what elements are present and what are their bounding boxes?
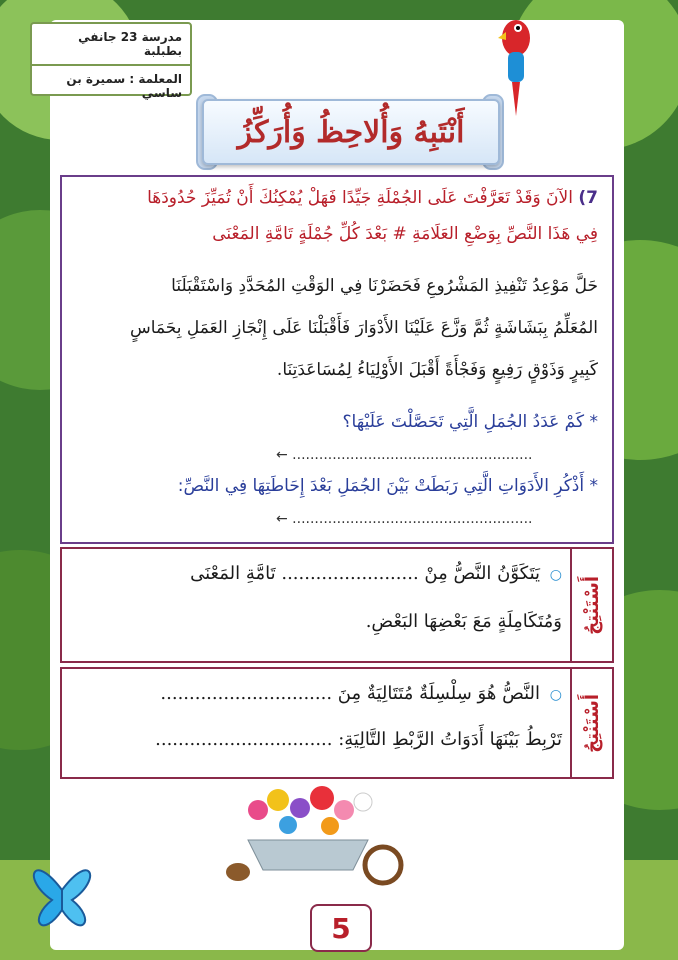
school-info-box bbox=[30, 22, 192, 100]
answer-line-1[interactable]: ← ...................................................... bbox=[276, 447, 533, 463]
question-2: * أَذْكُرِ الأَدَوَاتِ الَّتِي رَبَطَتْ بَيْنَ الجُمَلِ بَعْدَ إِحَاطَتِهَا فِي النَّصِّ: bbox=[177, 476, 598, 496]
conclusion-1-line-2: وَمُتَكَامِلَةٍ مَعَ بَعْضِهَا البَعْضِ. bbox=[365, 611, 562, 632]
conclusion-tab-label-1: أَسْتَنْتِجُ bbox=[581, 575, 603, 635]
flower-wheelbarrow-icon bbox=[218, 780, 418, 890]
passage-line-1: حَلَّ مَوْعِدُ تَنْفِيذِ المَشْرُوعِ فَحَضَرْنَا فِي الوَقْتِ المُحَدَّدِ وَاسْتَقْبَلَنَا bbox=[171, 276, 598, 296]
passage-line-3: كَبِيرٍ وَذَوْقٍ رَفِيعٍ وَفَجْأَةً أَقْبَلَ الأَوْلِيَاءُ لِمُسَاعَدَتِنَا. bbox=[276, 360, 598, 380]
exercise-box bbox=[60, 175, 614, 544]
conclusion-1-text-1: يَتَكَوَّنُ النَّصُّ مِنْ ........................ تَامَّةِ المَعْنَى bbox=[190, 563, 541, 584]
conclusion-tab-1 bbox=[570, 549, 612, 661]
school-name: مدرسة 23 جانفي بطبلبة bbox=[78, 30, 182, 58]
conclusion-tab-2 bbox=[570, 669, 612, 777]
butterfly-icon bbox=[22, 840, 102, 940]
conclusion-box-2 bbox=[60, 667, 614, 779]
conclusion-2-text-1: النَّصُّ هُوَ سِلْسِلَةٌ مُتَتَالِيَةٌ مِنَ .............................. bbox=[160, 683, 541, 704]
conclusion-1-line-1[interactable] bbox=[74, 563, 562, 584]
page-title: أَنْتَبِهُ وَأُلاحِظُ وَأُرَكِّزُ bbox=[237, 114, 465, 150]
title-banner bbox=[202, 99, 500, 165]
instruction-line-2: فِي هَذَا النَّصِّ بِوَضْعِ العَلَامَةِ # بَعْدَ كُلِّ جُمْلَةٍ تَامَّةِ المَعْنَى bbox=[212, 224, 598, 244]
answer-line-2[interactable]: ← ...................................................... bbox=[276, 511, 533, 527]
bullet-circle-icon: ○ bbox=[549, 687, 562, 703]
conclusion-2-line-2[interactable]: تَرْبِطُ بَيْنَهَا أَدَوَاتُ الرَّبْطِ التَّالِيَةِ: ............................... bbox=[155, 729, 562, 750]
conclusion-box-1 bbox=[60, 547, 614, 663]
instruction-line-1 bbox=[76, 181, 598, 215]
conclusion-2-line-1[interactable] bbox=[74, 683, 562, 704]
question-1: * كَمْ عَدَدُ الجُمَلِ الَّتِي تَحَصَّلْتَ عَلَيْهَا؟ bbox=[342, 412, 598, 432]
exercise-number: 7) bbox=[578, 188, 598, 208]
teacher-name: المعلمة : سميرة بن ساسي bbox=[66, 72, 182, 100]
bullet-circle-icon: ○ bbox=[549, 567, 562, 583]
passage-line-2: المُعَلِّمُ بِبَشَاشَةٍ ثُمَّ وَزَّعَ عَلَيْنَا الأَدْوَارَ فَأَقْبَلْنَا عَلَى إِنْجَازِ العَمَلِ بِحَمَاسٍ bbox=[130, 318, 598, 338]
instruction-text-1: الآنَ وَقَدْ تَعَرَّفْتَ عَلَى الجُمْلَةِ جَيِّدًا فَهَلْ يُمْكِنُكَ أَنْ تُمَيِّزَ حُدُودَهَا bbox=[147, 188, 573, 208]
page-number: 5 bbox=[310, 904, 372, 952]
conclusion-tab-label-2: أَسْتَنْتِجُ bbox=[581, 693, 603, 753]
